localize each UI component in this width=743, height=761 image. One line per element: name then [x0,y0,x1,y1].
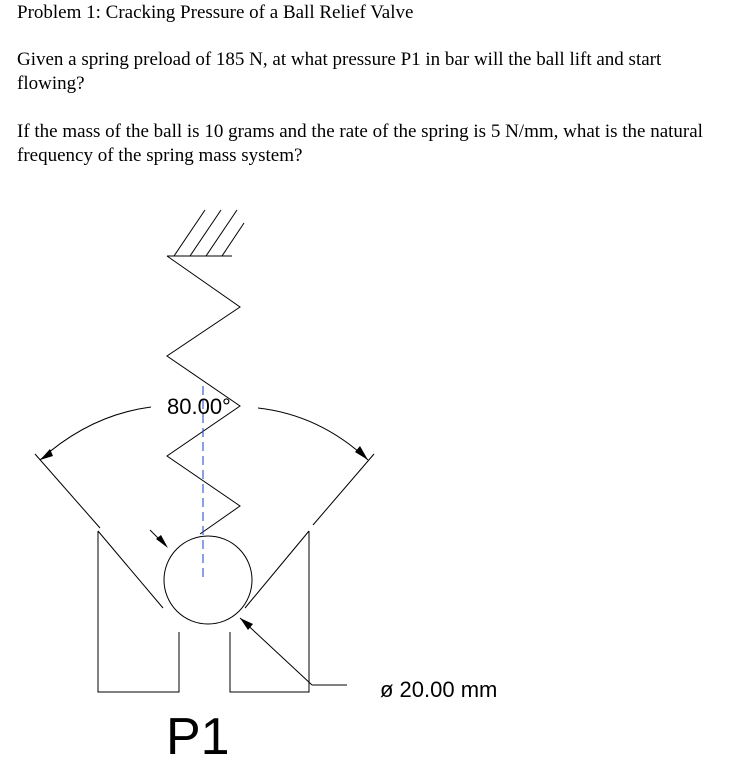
ground-hatch [167,210,244,256]
problem-title: Problem 1: Cracking Pressure of a Ball Relief Valve [17,2,414,23]
port-label-p1: P1 [166,708,230,761]
angle-dimension-label: 80.00° [167,394,231,419]
ball [164,536,252,624]
angle-arc-left [40,407,151,460]
valve-body-left [98,531,179,692]
valve-body-right [230,531,309,692]
question-natural-frequency: If the mass of the ball is 10 grams and the rate of the spring is 5 N/mm, what is the natural frequency of the spring mass system? [17,121,703,166]
question-preload-pressure: Given a spring preload of 185 N, at what pressure P1 in bar will the ball lift and start flowing? [17,49,662,94]
diameter-dimension-label: ø 20.00 mm [380,677,498,702]
angle-arc-right [258,408,368,460]
diameter-leader [240,618,312,685]
